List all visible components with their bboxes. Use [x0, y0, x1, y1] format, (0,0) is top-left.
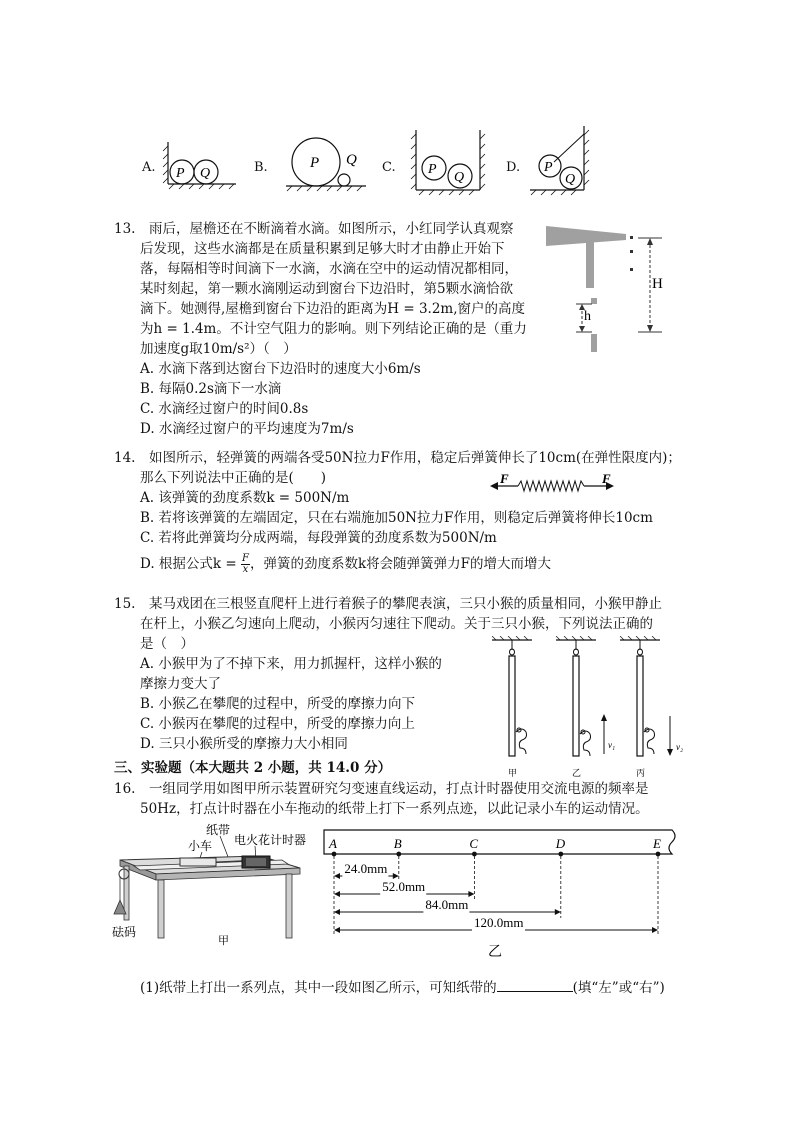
question-14 [114, 448, 734, 575]
q13-line-4: 某时刻起，第一颗水滴刚运动到窗台下边沿时，第5颗水滴恰欲 [140, 281, 514, 297]
q15-line-3: 是（ ） [140, 636, 194, 652]
q13-line-3: 落，每隔相等时间滴下一水滴，水滴在空中的运动情况都相同， [140, 261, 518, 277]
section-3-heading: 三、实验题（本大题共 2 小题，共 14.0 分） [114, 760, 392, 776]
q14-option-c: C. 若将此弹簧均分成两端，每段弹簧的劲度系数为500N/m [140, 530, 497, 546]
q15-option-a: A. 小猴甲为了不掉下来，用力抓握杆，这样小猴的 [140, 656, 442, 672]
q16-sub1-pre: (1)纸带上打出一系列点，其中一段如图乙所示，可知纸带的 [140, 980, 497, 996]
q13-line-7: 加速度g取10m/s²）（ ） [140, 341, 297, 357]
q15-option-b: B. 小猴乙在攀爬的过程中，所受的摩擦力向下 [140, 696, 416, 712]
q13-line-5: 滴下。她测得,屋檐到窗台下边沿的距离为H = 3.2m,窗户的高度 [140, 301, 526, 317]
q15-monkey-figure [486, 636, 696, 782]
q14-fraction-num: F [242, 553, 249, 564]
tape-point-label-A: A [329, 836, 337, 851]
q12-b-q: Q [346, 152, 357, 168]
tape-dimension-arrow [334, 909, 340, 915]
q14-fraction-den: x [242, 564, 249, 575]
q13-line-2: 后发现，这些水滴都是在质量积累到足够大时才由静止开始下 [140, 241, 505, 257]
q14-spring-figure [488, 472, 618, 498]
q13-option-b: B. 每隔0.2s滴下一水滴 [140, 381, 282, 397]
tape-dimension-label-1: 24.0mm [344, 861, 388, 876]
tape-point-label-B: B [393, 836, 402, 851]
q15-line-1: 15. 某马戏团在三根竖直爬杆上进行着猴子的攀爬表演，三只小猴的质量相同，小猴甲静止 [114, 596, 662, 612]
q12-figure-c [404, 128, 494, 200]
tape-point-label-E: E [653, 836, 661, 851]
q12-d-q: Q [565, 172, 576, 187]
q13-label-h: h [584, 309, 591, 324]
q15-v2: v₂ [676, 742, 684, 752]
q13-option-d: D. 水滴经过窗户的平均速度为7m/s [140, 421, 354, 437]
tape-point-D [558, 852, 563, 857]
q13-label-H: H [652, 276, 663, 292]
q12-figure-a [160, 140, 240, 200]
q15-caption-yi: 乙 [572, 768, 582, 778]
q13-eaves-figure [540, 220, 680, 360]
q14-option-b: B. 若将该弹簧的左端固定，只在右端施加50N拉力F作用，则稳定后弹簧将伸长10cm [140, 510, 653, 526]
q15-caption-bing: 丙 [636, 768, 646, 778]
q14-option-d [114, 554, 734, 575]
q12-figure-b [282, 130, 372, 200]
q13-option-a: A. 水滴下落到达窗台下边沿时的速度大小6m/s [140, 361, 421, 377]
tape-point-E [656, 852, 661, 857]
tape-dimension-arrow [334, 891, 340, 897]
q16-subquestion-1 [140, 977, 665, 998]
q12-b-p: P [310, 155, 320, 171]
q14-line-1: 14. 如图所示，轻弹簧的两端各受50N拉力F作用，稳定后弹簧伸长了10cm(在弹性限度内)； [114, 450, 681, 466]
q15-caption-jia: 甲 [508, 768, 518, 778]
tape-dimension-label-4: 120.0mm [474, 915, 524, 930]
q12-a-q: Q [200, 166, 211, 181]
q14-force-right: F [602, 472, 611, 486]
q14-option-d-post: ，弹簧的劲度系数k将会随弹簧弹力F的增大而增大 [249, 556, 551, 572]
q12-option-a-label: A. [142, 160, 156, 175]
tape-point-C [472, 852, 477, 857]
q13-line-6: 为h = 1.4m。不计空气阻力的影响。则下列结论正确的是（重力 [140, 321, 527, 337]
q16-answer-blank[interactable] [497, 977, 573, 992]
q16-apparatus-figure [110, 822, 310, 950]
tape-dimension-arrow [334, 927, 340, 933]
tape-dimension-arrow [468, 891, 474, 897]
tape-dimension-label-2: 52.0mm [382, 879, 426, 894]
q12-c-q: Q [454, 170, 465, 185]
q14-line-2: 那么下列说法中正确的是( ) [140, 470, 327, 486]
tape-dimension-arrow [555, 909, 561, 915]
q13-option-c: C. 水滴经过窗户的时间0.8s [140, 401, 309, 417]
tape-point-label-D: D [555, 836, 566, 851]
question-16 [114, 779, 734, 819]
q12-option-c-label: C. [382, 160, 396, 175]
q16-caption-jia: 甲 [218, 935, 229, 947]
q12-figure-d [526, 124, 596, 200]
tape-point-B [396, 852, 401, 857]
q12-options [0, 120, 794, 200]
q16-caption-yi: 乙 [488, 945, 502, 960]
q15-option-d: D. 三只小猴所受的摩擦力大小相同 [140, 736, 348, 752]
q12-a-p: P [176, 166, 185, 181]
q15-v1: v₁ [608, 740, 616, 750]
tape-dimension-arrow [334, 873, 340, 879]
q15-option-c: C. 小猴丙在攀爬的过程中，所受的摩擦力向上 [140, 716, 415, 732]
q16-sub1-post: (填“左”或“右”) [572, 980, 665, 996]
tape-point-A [332, 852, 337, 857]
q16-line-1: 16. 一组同学用如图甲所示装置研究匀变速直线运动，打点计时器使用交流电源的频率是 [114, 781, 649, 797]
q12-c-p: P [428, 162, 437, 177]
q16-label-timer: 电火花计时器 [234, 833, 307, 847]
q14-option-a: A. 该弹簧的劲度系数k = 500N/m [140, 490, 350, 506]
q16-label-weight: 砝码 [112, 925, 137, 939]
q12-d-p: P [544, 160, 553, 175]
q14-fraction [241, 554, 250, 575]
q12-option-d-label: D. [506, 160, 521, 175]
q15-option-a-cont: 摩擦力变大了 [140, 676, 221, 692]
q16-line-2: 50Hz，打点计时器在小车拖动的纸带上打下一系列点迹，以此记录小车的运动情况。 [140, 801, 649, 817]
tape-dimension-arrow [652, 927, 658, 933]
q14-option-d-pre: D. 根据公式k = [140, 556, 241, 572]
q16-tape-figure [320, 826, 684, 960]
q12-option-b-label: B. [254, 160, 268, 175]
q13-line-1: 13. 雨后，屋檐还在不断滴着水滴。如图所示，小红同学认真观察 [114, 221, 514, 237]
q14-force-left: F [500, 472, 509, 486]
q16-label-cart: 小车 [188, 839, 213, 853]
q15-line-2: 在杆上，小猴乙匀速向上爬动，小猴丙匀速往下爬动。关于三只小猴，下列说法正确的 [140, 616, 653, 632]
question-13 [114, 219, 544, 439]
tape-point-label-C: C [469, 836, 479, 851]
q16-label-paper: 纸带 [206, 823, 231, 837]
tape-dimension-label-3: 84.0mm [425, 897, 469, 912]
